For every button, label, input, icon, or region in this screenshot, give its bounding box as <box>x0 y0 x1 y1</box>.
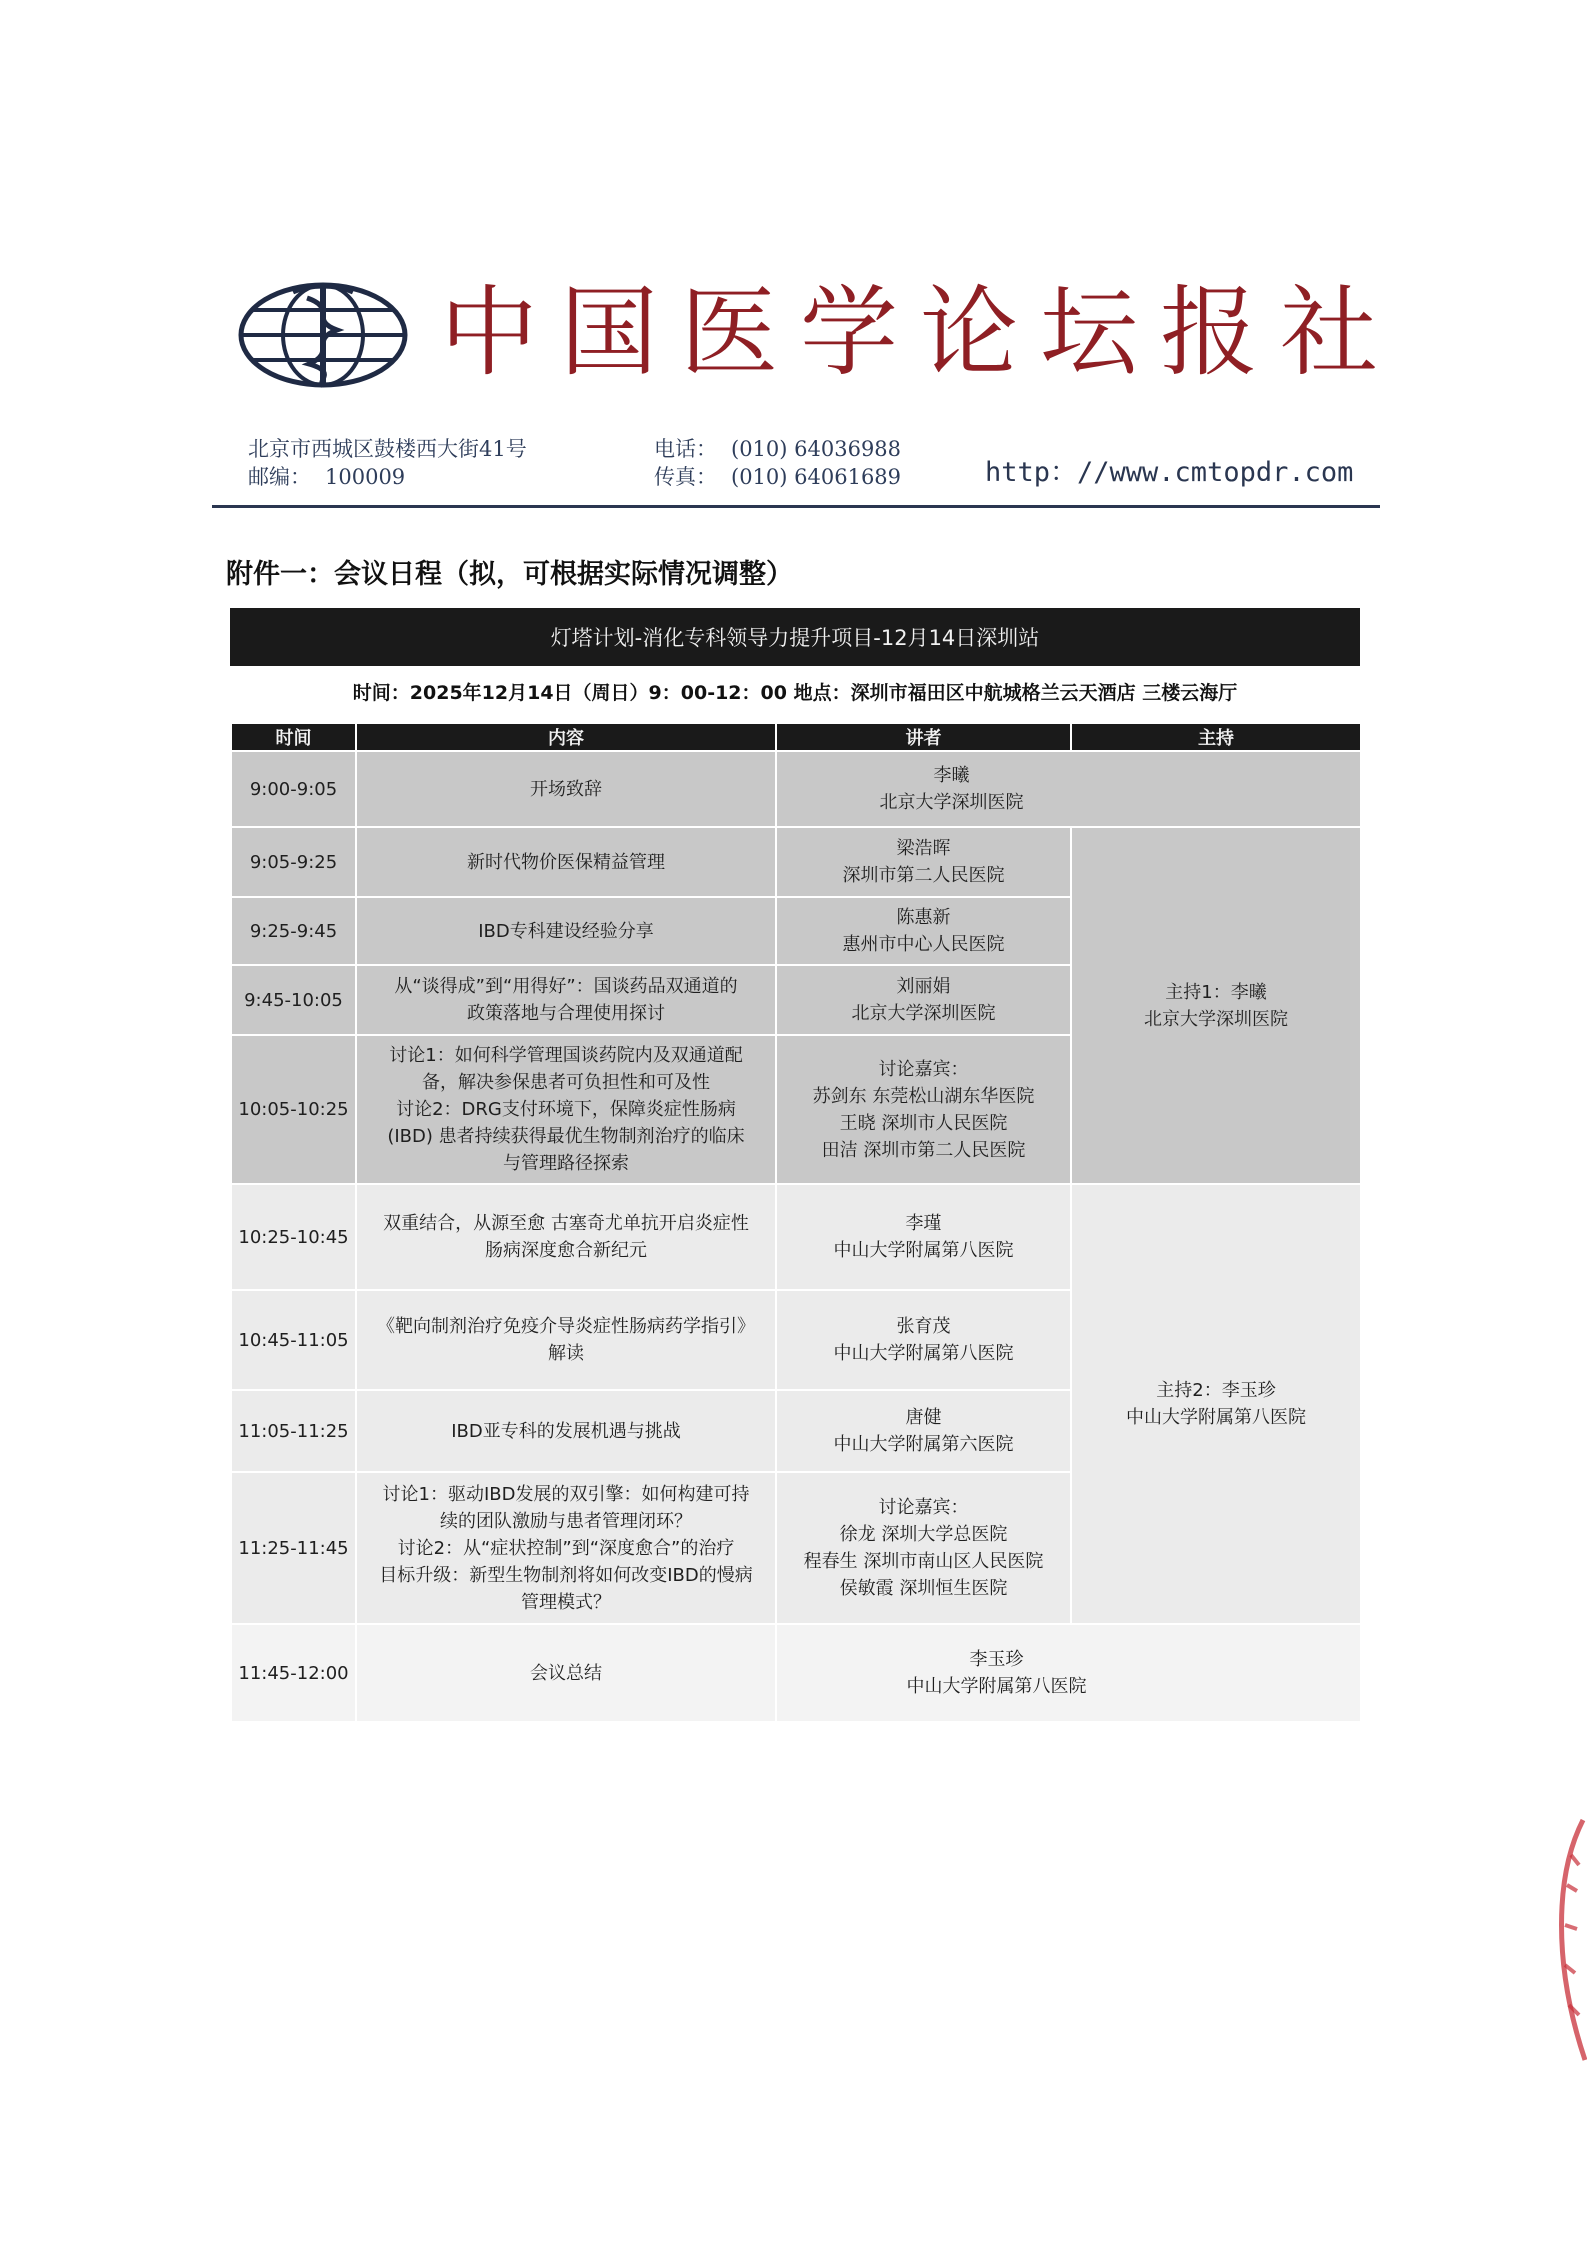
content-line: IBD专科建设经验分享 <box>478 920 654 942</box>
row-content <box>356 1035 776 1184</box>
header-content: 内容 <box>356 723 776 751</box>
meeting-banner <box>230 608 1360 666</box>
row-time: 11:45-12:00 <box>231 1624 356 1722</box>
table-header <box>231 723 1361 751</box>
speaker-affiliation: 中山大学附属第八医院 <box>906 1676 1087 1697</box>
content-line: IBD亚专科的发展机遇与挑战 <box>451 1420 681 1442</box>
row-time: 9:05-9:25 <box>231 827 356 897</box>
row-speaker <box>776 751 1361 827</box>
row-time: 11:25-11:45 <box>231 1472 356 1624</box>
content-line: 解读 <box>548 1343 584 1364</box>
row-speaker <box>776 965 1071 1035</box>
row-speaker <box>776 1624 1361 1722</box>
letterhead-divider <box>212 505 1380 508</box>
website: http：//www.cmtopdr.com <box>985 457 1354 488</box>
host-2 <box>1071 1184 1361 1624</box>
host-affiliation: 北京大学深圳医院 <box>1144 1008 1288 1030</box>
row-time: 11:05-11:25 <box>231 1390 356 1472</box>
content-line: 讨论2：从“症状控制”到“深度愈合”的治疗 <box>397 1537 735 1559</box>
speaker-affiliation: 惠州市中心人民医院 <box>842 934 1005 955</box>
fax: (010) 64061689 <box>731 465 902 489</box>
contact-phone-block <box>654 435 901 491</box>
row-content <box>356 965 776 1035</box>
row-content <box>356 1184 776 1290</box>
content-line: 双重结合，从源至愈 古塞奇尤单抗开启炎症性 <box>383 1213 749 1234</box>
content-line: 会议总结 <box>530 1662 602 1684</box>
content-line: 讨论1：驱动IBD发展的双引擎：如何构建可持 <box>382 1483 750 1505</box>
speaker-affiliation: 深圳市第二人民医院 <box>842 865 1005 886</box>
row-content <box>356 1624 776 1722</box>
speaker-name: 李瑾 <box>905 1213 942 1234</box>
speaker-affiliation: 王晓 深圳市人民医院 <box>839 1112 1008 1134</box>
host-affiliation: 中山大学附属第八医院 <box>1126 1407 1306 1428</box>
row-content <box>356 1472 776 1624</box>
speaker-affiliation: 中山大学附属第八医院 <box>833 1343 1014 1364</box>
speaker-affiliation: 侯敏霞 深圳恒生医院 <box>839 1578 1008 1599</box>
meeting-meta: 时间：2025年12月14日（周日）9：00-12：00 地点：深圳市福田区中航城格兰云天酒店 三楼云海厅 <box>352 682 1238 704</box>
row-speaker <box>776 1472 1071 1624</box>
letterhead <box>215 270 1401 400</box>
postcode-label: 邮编： <box>248 465 311 489</box>
content-line: 管理模式？ <box>521 1591 611 1613</box>
table-row <box>231 751 1361 827</box>
fax-label: 传真： <box>654 465 717 489</box>
row-content <box>356 827 776 897</box>
speaker-affiliation: 苏剑东 东莞松山湖东华医院 <box>812 1085 1035 1107</box>
row-time: 10:05-10:25 <box>231 1035 356 1184</box>
content-line: 续的团队激励与患者管理闭环？ <box>440 1510 692 1532</box>
speaker-affiliation: 北京大学深圳医院 <box>879 792 1024 813</box>
red-seal-stamp-fragment <box>1545 1815 1587 2065</box>
content-line: 肠病深度愈合新纪元 <box>485 1240 647 1261</box>
table-row <box>231 1624 1361 1722</box>
row-content <box>356 1390 776 1472</box>
speaker-affiliation: 程春生 深圳市南山区人民医院 <box>803 1551 1044 1572</box>
content-line: 《靶向制剂治疗免疫介导炎症性肠病药学指引》 <box>377 1316 755 1337</box>
speaker-name: 李曦 <box>933 765 970 786</box>
attachment-title: 附件一：会议日程（拟，可根据实际情况调整） <box>226 559 793 590</box>
address: 北京市西城区鼓楼西大街41号 <box>248 437 527 461</box>
row-time: 10:25-10:45 <box>231 1184 356 1290</box>
row-time: 9:00-9:05 <box>231 751 356 827</box>
row-time: 9:25-9:45 <box>231 897 356 965</box>
content-line: 讨论1：如何科学管理国谈药院内及双通道配 <box>389 1045 743 1066</box>
speaker-affiliation: 徐龙 深圳大学总医院 <box>839 1524 1008 1545</box>
content-line: 从“谈得成”到“用得好”：国谈药品双通道的 <box>394 976 738 997</box>
row-speaker <box>776 897 1071 965</box>
row-time: 9:45-10:05 <box>231 965 356 1035</box>
speaker-affiliation: 田洁 深圳市第二人民医院 <box>821 1139 1026 1161</box>
speaker-name: 讨论嘉宾： <box>878 1497 969 1518</box>
row-speaker <box>776 1290 1071 1390</box>
header-speaker: 讲者 <box>776 723 1071 751</box>
speaker-name: 李玉珍 <box>969 1649 1024 1670</box>
speaker-name: 唐健 <box>905 1407 942 1428</box>
content-line: 新时代物价医保精益管理 <box>467 851 665 873</box>
row-time: 10:45-11:05 <box>231 1290 356 1390</box>
content-line: 政策落地与合理使用探讨 <box>467 1003 665 1024</box>
globe-caduceus-logo <box>237 280 409 390</box>
content-line: 目标升级：新型生物制剂将如何改变IBD的慢病 <box>379 1564 753 1586</box>
row-content <box>356 897 776 965</box>
content-line: (IBD) 患者持续获得最优生物制剂治疗的临床 <box>387 1126 745 1147</box>
speaker-affiliation: 中山大学附属第六医院 <box>833 1434 1014 1455</box>
table-row <box>231 1184 1361 1290</box>
speaker-name: 张育茂 <box>896 1316 951 1337</box>
content-line: 开场致辞 <box>530 778 602 800</box>
phone-label: 电话： <box>654 437 717 461</box>
row-speaker <box>776 1035 1071 1184</box>
row-content <box>356 1290 776 1390</box>
speaker-name: 梁浩晖 <box>896 838 951 859</box>
org-name: 中国医学论坛报社 <box>440 276 1401 390</box>
speaker-affiliation: 北京大学深圳医院 <box>851 1003 996 1024</box>
schedule-table <box>230 722 1362 1723</box>
host-name: 主持1：李曦 <box>1165 981 1267 1003</box>
speaker-name: 讨论嘉宾： <box>878 1058 969 1080</box>
speaker-name: 陈惠新 <box>896 907 951 928</box>
speaker-affiliation: 中山大学附属第八医院 <box>833 1240 1014 1261</box>
banner-text: 灯塔计划-消化专科领导力提升项目-12月14日深圳站 <box>550 626 1040 650</box>
content-line: 讨论2：DRG支付环境下，保障炎症性肠病 <box>396 1099 736 1120</box>
content-line: 备，解决参保患者可负担性和可及性 <box>422 1072 710 1093</box>
row-content <box>356 751 776 827</box>
phone: (010) 64036988 <box>731 437 902 461</box>
header-host: 主持 <box>1071 723 1361 751</box>
content-line: 与管理路径探索 <box>503 1153 629 1174</box>
header-time: 时间 <box>231 723 356 751</box>
host-name: 主持2：李玉珍 <box>1156 1380 1276 1401</box>
speaker-name: 刘丽娟 <box>896 976 951 997</box>
host-1 <box>1071 827 1361 1184</box>
postcode: 100009 <box>325 465 406 489</box>
row-speaker <box>776 827 1071 897</box>
table-row <box>231 827 1361 897</box>
row-speaker <box>776 1184 1071 1290</box>
contact-address-block <box>248 435 527 491</box>
row-speaker <box>776 1390 1071 1472</box>
